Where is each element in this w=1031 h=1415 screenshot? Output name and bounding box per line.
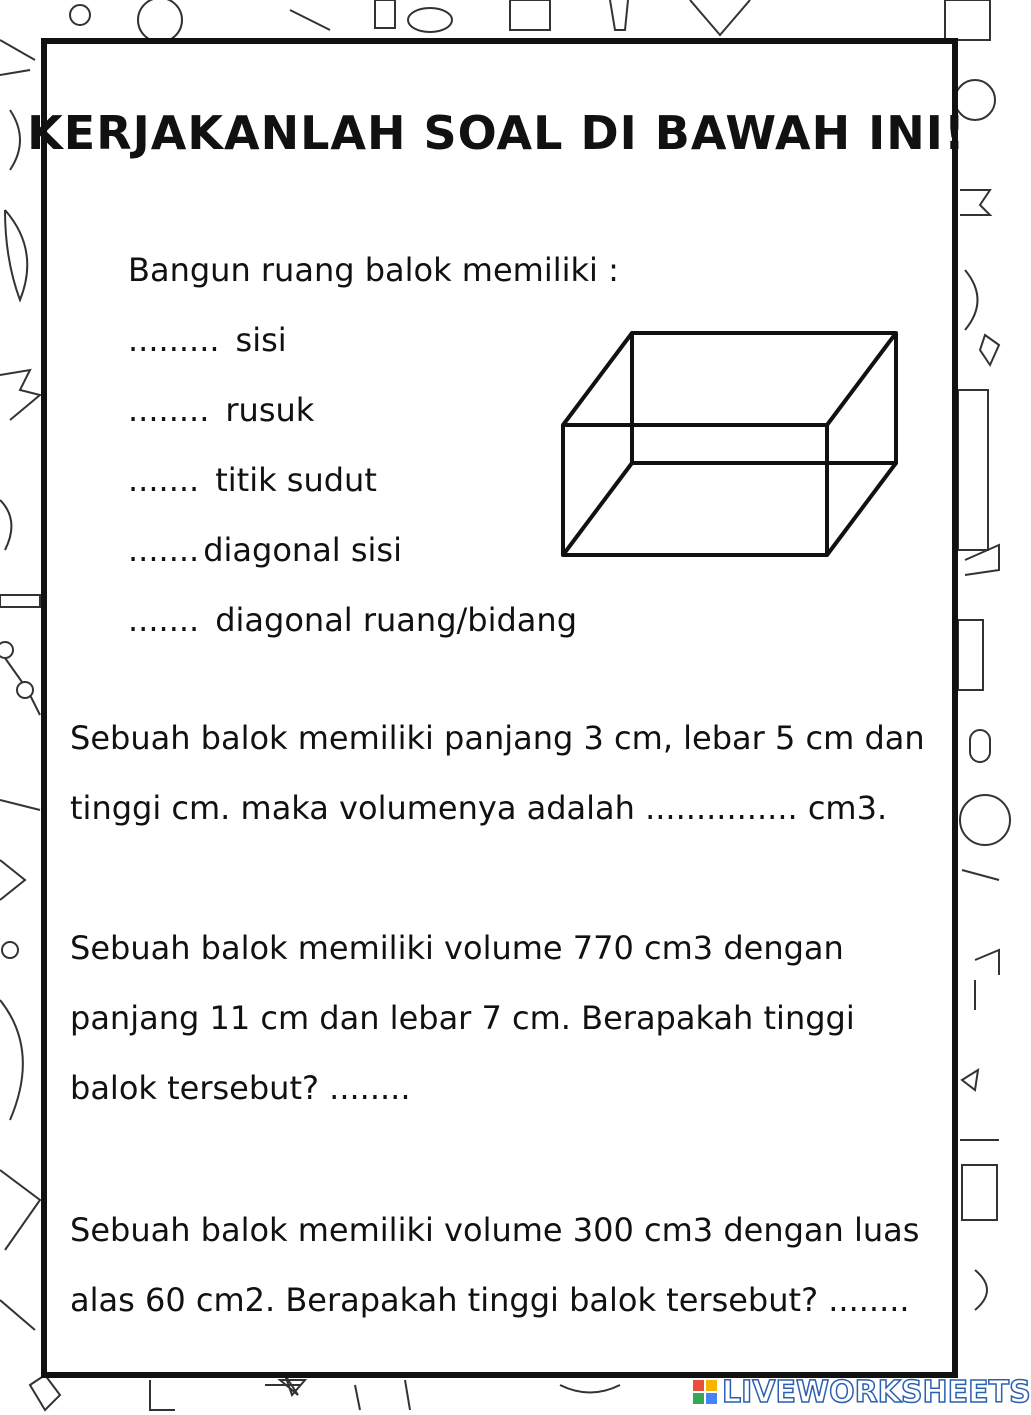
question-2-line-2: panjang 11 cm dan lebar 7 cm. Berapakah tinggi [70,999,855,1037]
worksheet-frame [41,38,958,1378]
question-1-line-1: Sebuah balok memiliki panjang 3 cm, lebar 5 cm dan [70,719,925,757]
question-2-line-1: Sebuah balok memiliki volume 770 cm3 dengan [70,929,844,967]
watermark-text: LIVEWORKSHEETS [722,1374,1031,1410]
liveworksheets-watermark [692,1374,1031,1410]
answer-blank[interactable]: ......... [128,321,220,359]
question-2-line-3: balok tersebut? ........ [70,1069,411,1107]
list-item-label: sisi [235,321,287,359]
list-item [128,530,402,570]
question-3-line-2: alas 60 cm2. Berapakah tinggi balok tersebut? ........ [70,1281,910,1319]
list-item-label: diagonal ruang/bidang [215,601,577,639]
list-item [128,460,377,500]
liveworksheets-logo-icon [692,1379,718,1405]
section-intro: Bangun ruang balok memiliki : [128,251,619,289]
list-item [128,390,314,430]
answer-blank[interactable]: ....... [128,461,200,499]
list-item [128,600,577,640]
list-item-label: titik sudut [215,461,377,499]
question-1-line-2: tinggi cm. maka volumenya adalah ............... cm3. [70,789,888,827]
answer-blank[interactable]: ....... [128,601,200,639]
list-item [128,320,287,360]
list-item-label: diagonal sisi [203,531,402,569]
answer-blank[interactable]: ........ [128,391,210,429]
question-3-line-1: Sebuah balok memiliki volume 300 cm3 dengan luas [70,1211,920,1249]
worksheet-title: KERJAKANLAH SOAL DI BAWAH INI! [27,106,966,160]
answer-blank[interactable]: ....... [128,531,200,569]
list-item-label: rusuk [225,391,315,429]
cuboid-illustration [555,325,905,565]
